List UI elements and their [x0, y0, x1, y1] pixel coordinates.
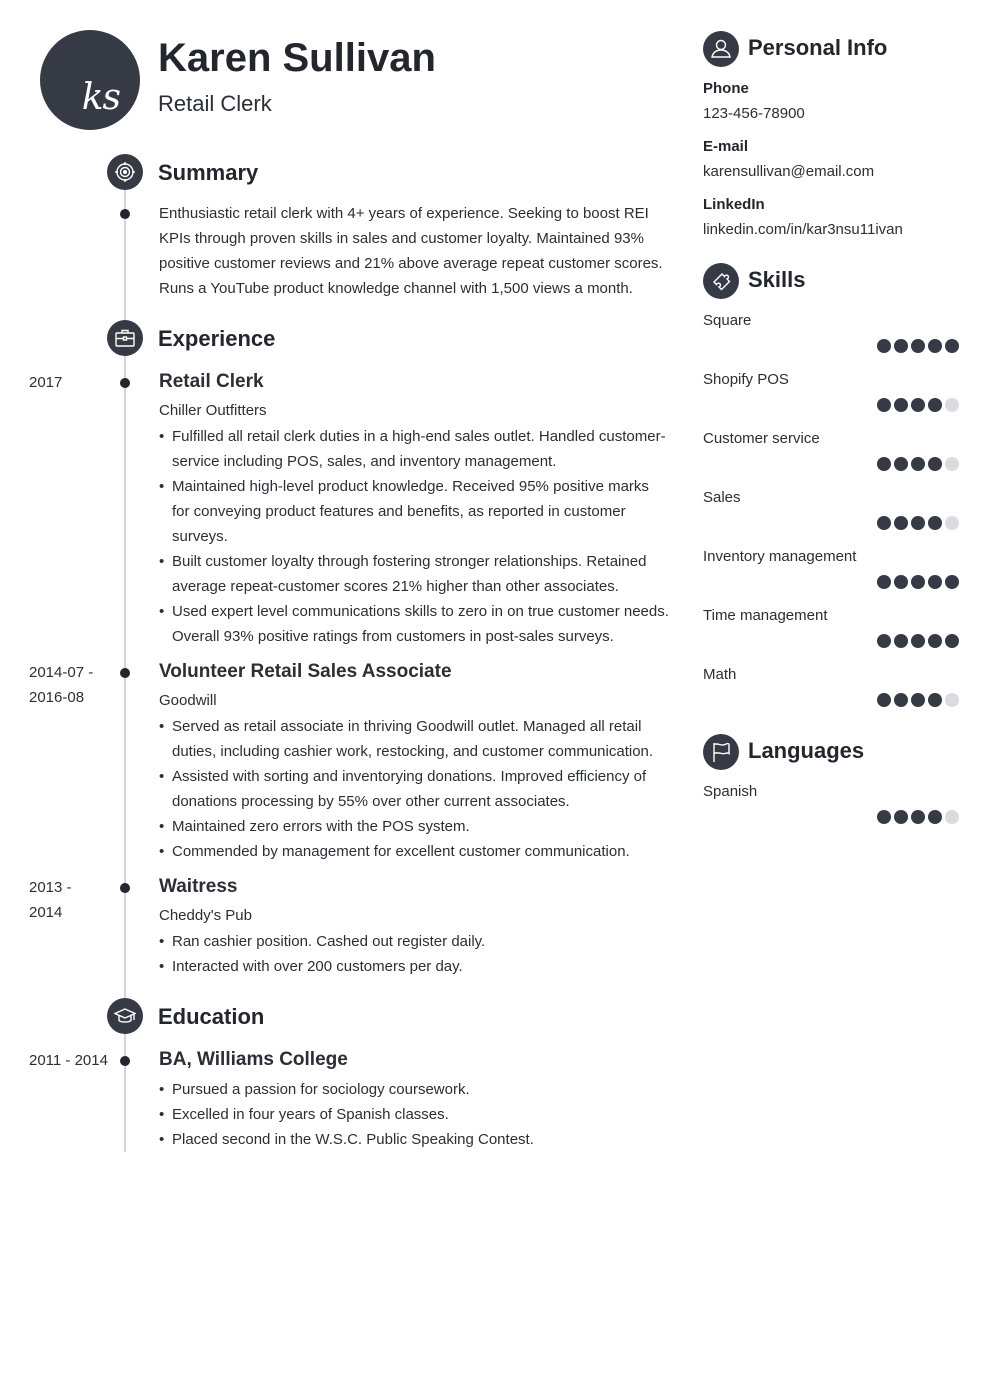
rating-dot-filled	[894, 516, 908, 530]
education-bullets	[159, 1077, 669, 1152]
target-icon	[107, 154, 143, 190]
rating-dot-filled	[911, 575, 925, 589]
job-bullets	[159, 929, 669, 979]
skill-rating	[877, 634, 961, 648]
rating-dot-empty	[945, 516, 959, 530]
bullet-item: • Placed second in the W.S.C. Public Speaking Contest.	[159, 1127, 669, 1152]
education-heading: Education	[158, 1004, 265, 1029]
rating-dot-filled	[877, 575, 891, 589]
job-date: 2013 - 2014	[29, 879, 72, 921]
skills-heading: Skills	[748, 267, 806, 292]
skill-rating	[877, 516, 961, 530]
languages-heading: Languages	[748, 738, 865, 763]
flag-icon	[703, 734, 739, 770]
education-date: 2011 - 2014	[29, 1052, 108, 1069]
job-title: Volunteer Retail Sales Associate	[159, 661, 452, 682]
puzzle-icon	[703, 263, 739, 299]
bullet-item: • Assisted with sorting and inventorying donations. Improved efficiency of donations processing by 55% over other current associates.	[159, 764, 669, 814]
skill-name: Time management	[703, 607, 828, 624]
rating-dot-filled	[945, 634, 959, 648]
bullet-item: • Maintained zero errors with the POS system.	[159, 814, 669, 839]
rating-dot-filled	[894, 810, 908, 824]
rating-dot-filled	[945, 339, 959, 353]
briefcase-icon	[107, 320, 143, 356]
bullet-item: • Excelled in four years of Spanish classes.	[159, 1102, 669, 1127]
rating-dot-empty	[945, 693, 959, 707]
job-title: Retail Clerk	[159, 371, 264, 392]
rating-dot-filled	[877, 516, 891, 530]
rating-dot-filled	[928, 516, 942, 530]
rating-dot-filled	[911, 457, 925, 471]
phone-value: 123-456-78900	[703, 105, 805, 122]
skill-rating	[877, 693, 961, 707]
bullet-item: • Ran cashier position. Cashed out register daily.	[159, 929, 669, 954]
job-date: 2017	[29, 374, 63, 391]
bullet-item: • Fulfilled all retail clerk duties in a high-end sales outlet. Handled customer-service including POS, sales, and inventory management.	[159, 424, 669, 474]
bullet-item: • Pursued a passion for sociology coursework.	[159, 1077, 669, 1102]
experience-heading: Experience	[158, 326, 276, 351]
bullet-item: • Served as retail associate in thriving Goodwill outlet. Managed all retail duties, including cashier work, restocking, and customer communication.	[159, 714, 669, 764]
rating-dot-filled	[894, 398, 908, 412]
job-title: Waitress	[159, 876, 238, 897]
rating-dot-filled	[894, 693, 908, 707]
rating-dot-filled	[877, 457, 891, 471]
rating-dot-filled	[928, 634, 942, 648]
timeline-dot	[120, 209, 130, 219]
person-icon	[703, 31, 739, 67]
rating-dot-filled	[928, 810, 942, 824]
rating-dot-filled	[928, 339, 942, 353]
job-date: 2014-07 - 2016-08	[29, 664, 94, 706]
timeline-dot	[120, 1056, 130, 1066]
candidate-title: Retail Clerk	[158, 91, 272, 116]
rating-dot-filled	[911, 693, 925, 707]
rating-dot-filled	[894, 339, 908, 353]
avatar-initials: ks	[81, 77, 120, 118]
bullet-item: • Maintained high-level product knowledge. Received 95% positive marks for conveying product features and benefits, as reported in customer surveys.	[159, 474, 669, 549]
avatar	[40, 30, 140, 130]
personal-info-heading: Personal Info	[748, 35, 888, 60]
rating-dot-filled	[911, 398, 925, 412]
skill-name: Square	[703, 312, 752, 329]
linkedin-value[interactable]: linkedin.com/in/kar3nsu11ivan	[703, 221, 903, 238]
rating-dot-filled	[911, 810, 925, 824]
job-bullets	[159, 714, 669, 864]
job-bullets	[159, 424, 669, 649]
skill-name: Inventory management	[703, 548, 857, 565]
skill-name: Sales	[703, 489, 741, 506]
rating-dot-filled	[911, 634, 925, 648]
skill-rating	[877, 457, 961, 471]
job-company: Chiller Outfitters	[159, 402, 267, 419]
language-rating	[877, 810, 961, 824]
job-company: Goodwill	[159, 692, 217, 709]
summary-heading: Summary	[158, 160, 259, 185]
timeline-dot	[120, 883, 130, 893]
rating-dot-filled	[928, 575, 942, 589]
bullet-item: • Interacted with over 200 customers per day.	[159, 954, 669, 979]
candidate-name: Karen Sullivan	[158, 36, 436, 80]
phone-label: Phone	[703, 80, 749, 97]
skill-rating	[877, 339, 961, 353]
rating-dot-filled	[894, 634, 908, 648]
skill-rating	[877, 575, 961, 589]
rating-dot-filled	[911, 516, 925, 530]
rating-dot-filled	[894, 575, 908, 589]
language-name: Spanish	[703, 783, 758, 800]
summary-text: Enthusiastic retail clerk with 4+ years of experience. Seeking to boost REI KPIs through proven skills in sales and customer loyalty. Maintained 93% positive customer reviews and 21% above average repeat customer scores. Runs a YouTube product knowledge channel with 1,500 views a month.	[159, 205, 663, 297]
email-value[interactable]: karensullivan@email.com	[703, 163, 875, 180]
timeline-dot	[120, 668, 130, 678]
timeline-dot	[120, 378, 130, 388]
rating-dot-filled	[877, 634, 891, 648]
bullet-item: • Commended by management for excellent customer communication.	[159, 839, 669, 864]
skill-name: Shopify POS	[703, 371, 789, 388]
skill-name: Customer service	[703, 430, 820, 447]
graduation-cap-icon	[107, 998, 143, 1034]
rating-dot-filled	[945, 575, 959, 589]
email-label: E-mail	[703, 138, 749, 155]
rating-dot-empty	[945, 457, 959, 471]
skill-rating	[877, 398, 961, 412]
skill-name: Math	[703, 666, 737, 683]
rating-dot-filled	[928, 398, 942, 412]
rating-dot-filled	[877, 810, 891, 824]
rating-dot-filled	[877, 398, 891, 412]
rating-dot-empty	[945, 810, 959, 824]
rating-dot-filled	[911, 339, 925, 353]
rating-dot-filled	[928, 693, 942, 707]
rating-dot-filled	[894, 457, 908, 471]
rating-dot-filled	[877, 339, 891, 353]
linkedin-label: LinkedIn	[703, 196, 765, 213]
bullet-item: • Used expert level communications skills to zero in on true customer needs. Overall 93% positive ratings from customers in post-sales surveys.	[159, 599, 669, 649]
job-company: Cheddy's Pub	[159, 907, 252, 924]
bullet-item: • Built customer loyalty through fostering stronger relationships. Retained average repeat-customer scores 21% higher than other associates.	[159, 549, 669, 599]
education-degree: BA, Williams College	[159, 1049, 348, 1070]
rating-dot-filled	[877, 693, 891, 707]
rating-dot-empty	[945, 398, 959, 412]
rating-dot-filled	[928, 457, 942, 471]
